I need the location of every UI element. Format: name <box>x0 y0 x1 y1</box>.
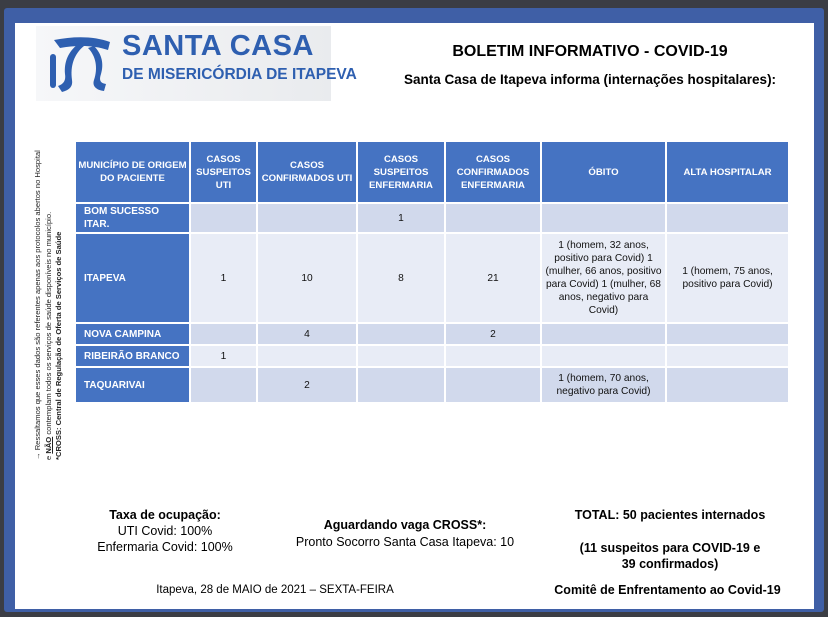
row-susp-enf: 8 <box>358 234 444 322</box>
bulletin-subtitle: Santa Casa de Itapeva informa (internações hospitalares): <box>403 72 777 87</box>
waiting-detail: Pronto Socorro Santa Casa Itapeva: 10 <box>295 535 515 549</box>
total-detail <box>555 540 785 572</box>
total-detail-line-1: (11 suspeitos para COVID-19 e <box>579 541 761 555</box>
row-municipio: RIBEIRÃO BRANCO <box>76 346 189 366</box>
table-row <box>76 324 788 344</box>
table-row <box>76 204 788 232</box>
row-obito <box>542 346 665 366</box>
row-municipio: BOM SUCESSO ITAR. <box>76 204 189 232</box>
bulletin-date: Itapeva, 28 de MAIO de 2021 – SEXTA-FEIRA <box>156 584 394 596</box>
row-susp-enf <box>358 368 444 402</box>
table-header-row <box>76 142 788 202</box>
row-conf-uti: 2 <box>258 368 356 402</box>
disclaimer-line-1: → Ressaltamos que esses dados são referentes apenas aos protocolos abertos no Hospital <box>33 150 42 460</box>
bulletin-title: BOLETIM INFORMATIVO - COVID-19 <box>452 43 728 60</box>
header-susp-enf: CASOS SUSPEITOS ENFERMARIA <box>358 142 444 202</box>
row-conf-enf <box>446 368 540 402</box>
bulletin-sheet <box>15 23 814 609</box>
cross-definition: *CROSS: Central de Regulação de Oferta de Serviços de Saúde <box>54 231 63 460</box>
row-susp-enf: 1 <box>358 204 444 232</box>
logo-title: SANTA CASA <box>122 30 314 62</box>
row-susp-enf <box>358 324 444 344</box>
side-disclaimer <box>33 140 65 460</box>
occupancy-ward: Enfermaria Covid: 100% <box>97 540 233 554</box>
row-conf-uti <box>258 204 356 232</box>
row-obito <box>542 204 665 232</box>
header-susp-uti: CASOS SUSPEITOS UTI <box>191 142 256 202</box>
header-municipio: MUNICÍPIO DE ORIGEM DO PACIENTE <box>76 142 189 202</box>
row-susp-uti: 1 <box>191 234 256 322</box>
committee-name: Comitê de Enfrentamento ao Covid-19 <box>554 583 781 597</box>
table-row <box>76 368 788 402</box>
total-detail-line-2: 39 confirmados) <box>621 557 719 571</box>
row-conf-enf <box>446 204 540 232</box>
row-conf-uti: 4 <box>258 324 356 344</box>
row-susp-uti: 1 <box>191 346 256 366</box>
occupancy-title: Taxa de ocupação: <box>109 508 221 522</box>
row-alta <box>667 204 788 232</box>
waiting-title: Aguardando vaga CROSS*: <box>323 518 487 532</box>
row-alta <box>667 346 788 366</box>
row-municipio: NOVA CAMPINA <box>76 324 189 344</box>
row-alta <box>667 368 788 402</box>
header-conf-enf: CASOS CONFIRMADOS ENFERMARIA <box>446 142 540 202</box>
row-susp-uti <box>191 324 256 344</box>
row-obito: 1 (homem, 70 anos, negativo para Covid) <box>542 368 665 402</box>
header-alta: ALTA HOSPITALAR <box>667 142 788 202</box>
disclaimer-emphasis: NÃO <box>43 436 53 454</box>
row-municipio: ITAPEVA <box>76 234 189 322</box>
header-conf-uti: CASOS CONFIRMADOS UTI <box>258 142 356 202</box>
row-conf-uti <box>258 346 356 366</box>
row-susp-uti <box>191 204 256 232</box>
header-obito: ÓBITO <box>542 142 665 202</box>
logo-subtitle: DE MISERICÓRDIA DE ITAPEVA <box>122 66 357 83</box>
total-summary: TOTAL: 50 pacientes internados <box>574 508 766 522</box>
row-conf-enf: 2 <box>446 324 540 344</box>
row-conf-enf: 21 <box>446 234 540 322</box>
row-susp-enf <box>358 346 444 366</box>
row-obito <box>542 324 665 344</box>
row-conf-uti: 10 <box>258 234 356 322</box>
row-conf-enf <box>446 346 540 366</box>
disclaimer-line-2: e NÃO contemplam todos os serviços de saúde disponíveis no município. <box>43 211 53 460</box>
row-obito: 1 (homem, 32 anos, positivo para Covid) 1 (mulher, 66 anos, positivo para Covid) 1 (mulher, 68 anos, negativo para Covid) <box>542 234 665 322</box>
row-alta <box>667 324 788 344</box>
santa-casa-emblem-icon <box>44 36 116 94</box>
santa-casa-logo <box>36 26 357 101</box>
occupancy-uti: UTI Covid: 100% <box>117 524 213 538</box>
hospitalization-table <box>74 140 790 404</box>
row-alta: 1 (homem, 75 anos, positivo para Covid) <box>667 234 788 322</box>
table-row <box>76 234 788 322</box>
table-row <box>76 346 788 366</box>
row-municipio: TAQUARIVAI <box>76 368 189 402</box>
row-susp-uti <box>191 368 256 402</box>
bulletin-frame <box>4 8 824 612</box>
